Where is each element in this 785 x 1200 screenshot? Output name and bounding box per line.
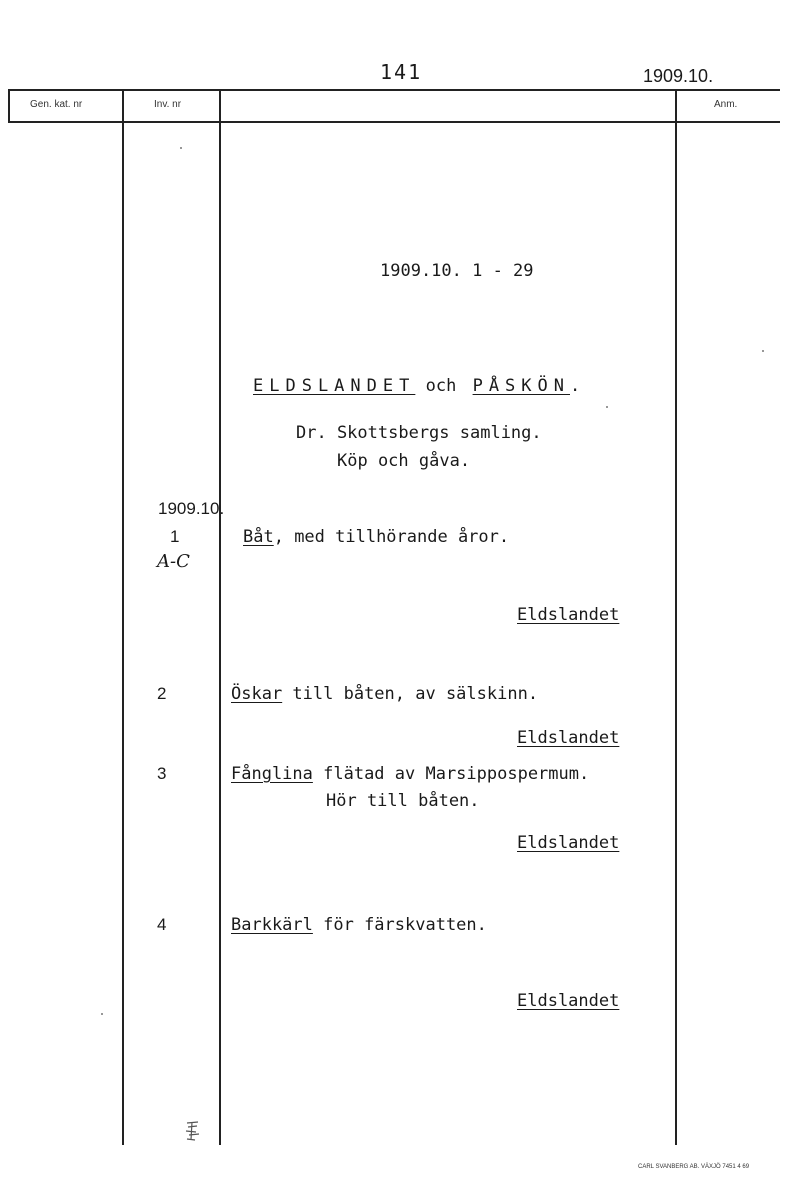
entry-2-description — [231, 684, 538, 704]
page-number: 141 — [380, 60, 423, 84]
entry-1-number: 1 — [170, 527, 180, 546]
register-reference: 1909.10. — [643, 66, 714, 86]
entry-4-number: 4 — [157, 915, 167, 934]
acquisition-type: Köp och gåva. — [337, 451, 471, 471]
inventory-range: 1909.10. 1 - 29 — [380, 261, 534, 281]
location-heading — [253, 376, 580, 396]
entry-4-description — [231, 915, 487, 935]
location-eldslandet: ELDSLANDET — [253, 376, 416, 396]
stamp-mark — [184, 1120, 202, 1142]
entry-prefix: 1909.10. — [158, 499, 225, 518]
entry-1-rest: , med tillhörande åror. — [273, 527, 510, 547]
scan-speck — [762, 350, 764, 352]
column-divider-2 — [219, 89, 221, 1145]
heading-period: . — [570, 376, 581, 396]
header-bottom-rule — [8, 121, 780, 123]
entry-2-number: 2 — [157, 684, 167, 703]
entry-3-rest: flätad av Marsippospermum. — [312, 764, 590, 784]
entry-4-rest: för färskvatten. — [312, 915, 487, 935]
column-header-inv: Inv. nr — [154, 99, 182, 110]
entry-3-term: Fånglina — [231, 764, 313, 784]
column-header-anm: Anm. — [714, 99, 738, 110]
scan-speck — [101, 1013, 103, 1015]
column-divider-1 — [122, 89, 124, 1145]
entry-4-origin: Eldslandet — [517, 991, 620, 1011]
entry-3-number: 3 — [157, 764, 167, 783]
entry-2-term: Öskar — [231, 684, 283, 704]
entry-1-handwritten-note: A-C — [157, 551, 190, 572]
location-och: och — [425, 376, 457, 396]
entry-3-note: Hör till båten. — [326, 791, 480, 811]
header-top-rule — [8, 89, 780, 91]
entry-1-description — [243, 527, 509, 547]
entry-3-description — [231, 764, 589, 784]
entry-2-rest: till båten, av sälskinn. — [282, 684, 539, 704]
location-paskon: PÅSKÖN — [472, 376, 570, 396]
column-header-gen-kat: Gen. kat. nr — [30, 99, 83, 110]
entry-4-term: Barkkärl — [231, 915, 313, 935]
entry-3-origin: Eldslandet — [517, 833, 620, 853]
entry-2-origin: Eldslandet — [517, 728, 620, 748]
column-divider-3 — [675, 89, 677, 1145]
entry-1-origin: Eldslandet — [517, 605, 620, 625]
form-left-edge — [8, 89, 10, 122]
collection-name: Dr. Skottsbergs samling. — [296, 423, 542, 443]
scan-speck — [180, 147, 182, 149]
printer-imprint: CARL SVANBERG AB. VÄXJÖ 7451 4 69 — [638, 1164, 750, 1170]
scan-speck — [606, 406, 608, 408]
entry-1-term: Båt — [243, 527, 274, 547]
